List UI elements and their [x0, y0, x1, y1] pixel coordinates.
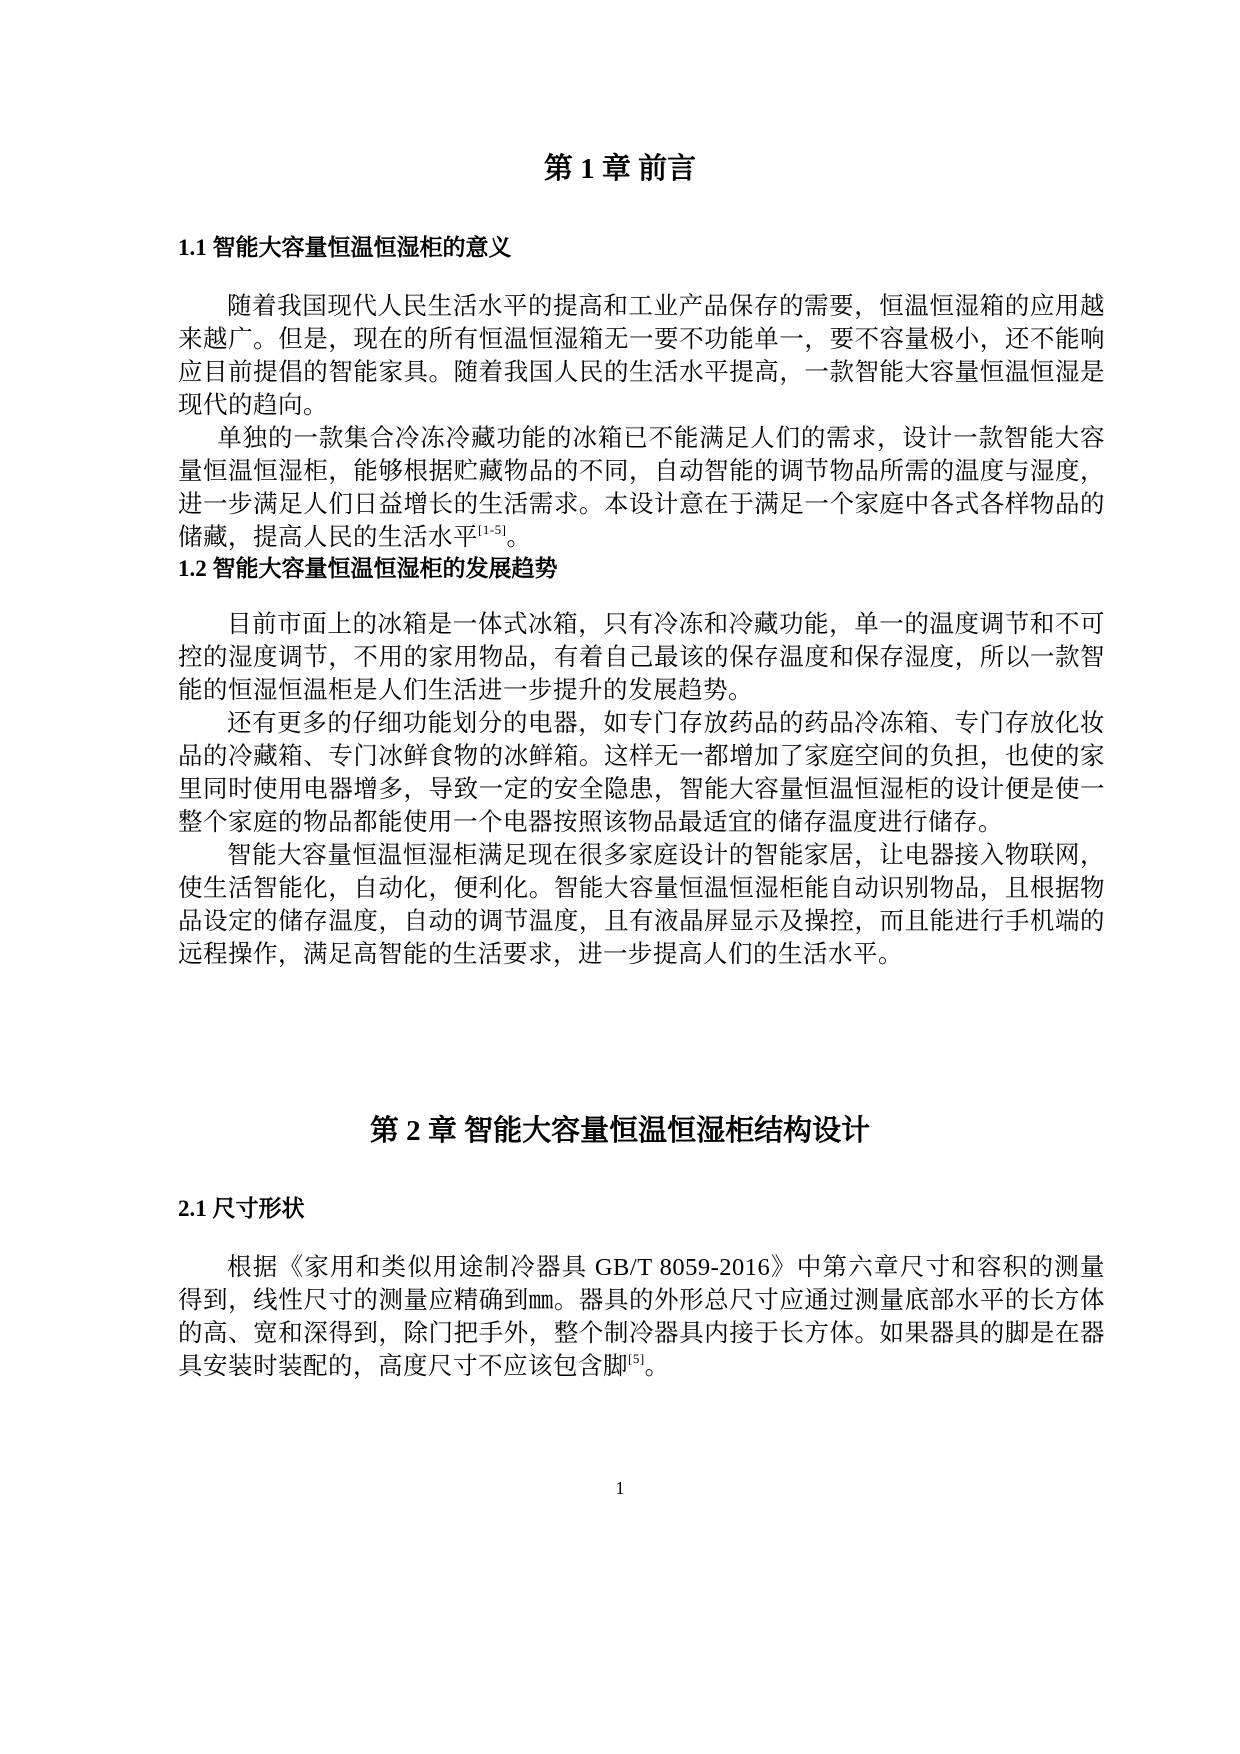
paragraph: 目前市面上的冰箱是一体式冰箱，只有冷冻和冷藏功能，单一的温度调节和不可控的湿度调节，不用的家用物品，有着自己最该的保存温度和保存湿度，所以一款智能的恒湿恒温柜是人们生活进一步提升的发展趋势。: [178, 611, 1105, 704]
paragraph-text: 单独的一款集合冷冻冷藏功能的冰箱已不能满足人们的需求，设计一款智能大容量恒温恒湿柜，能够根据贮藏物品的不同，自动智能的调节物品所需的温度与湿度，进一步满足人们日益增长的生活需求。本设计意在于满足一个家庭中各式各样物品的储藏，提高人民的生活水平: [178, 425, 1105, 551]
section-1-2-heading: 1.2 智能大容量恒温恒湿柜的发展趋势: [178, 556, 558, 581]
paragraph: 还有更多的仔细功能划分的电器，如专门存放药品的药品冷冻箱、专门存放化妆品的冷藏箱、专门冰鲜食物的冰鲜箱。这样无一都增加了家庭空间的负担，也使的家里同时使用电器增多，导致一定的安全隐患，智能大容量恒温恒湿柜的设计便是使一整个家庭的物品都能使用一个电器按照该物品最适宜的储存温度进行储存。: [178, 710, 1105, 836]
paragraph: [178, 1251, 1105, 1383]
paragraph: [178, 422, 1105, 554]
citation: [5]: [628, 1351, 645, 1366]
paragraph-end: 。: [506, 524, 532, 551]
chapter-2-title: 第 2 章 智能大容量恒温恒湿柜结构设计: [369, 1115, 871, 1147]
paragraph-text: 根据《家用和类似用途制冷器具 GB/T 8059-2016》中第六章尺寸和容积的测量得到，线性尺寸的测量应精确到㎜。器具的外形总尺寸应通过测量底部水平的长方体的高、宽和深得到，除门把手外，整个制冷器具内接于长方体。如果器具的脚是在器具安装时装配的，高度尺寸不应该包含脚: [178, 1254, 1105, 1380]
citation: [1-5]: [478, 522, 507, 537]
chapter-1-title: 第 1 章 前言: [543, 153, 697, 185]
section-1-1-body: [178, 290, 1105, 554]
section-1-1-heading: 1.1 智能大容量恒温恒湿柜的意义: [178, 235, 512, 260]
section-2-1-body: [178, 1251, 1105, 1383]
page-number: 1: [615, 1478, 625, 1498]
paragraph-end: 。: [644, 1353, 670, 1380]
paragraph: 智能大容量恒温恒湿柜满足现在很多家庭设计的智能家居，让电器接入物联网，使生活智能化，自动化，便利化。智能大容量恒温恒湿柜能自动识别物品，且根据物品设定的储存温度，自动的调节温度，且有液晶屏显示及操控，而且能进行手机端的远程操作，满足高智能的生活要求，进一步提高人们的生活水平。: [178, 842, 1105, 968]
section-2-1-heading: 2.1 尺寸形状: [178, 1196, 305, 1221]
section-1-2-body: [178, 608, 1105, 971]
paragraph: 随着我国现代人民生活水平的提高和工业产品保存的需要，恒温恒湿箱的应用越来越广。但是，现在的所有恒温恒湿箱无一要不功能单一，要不容量极小，还不能响应目前提倡的智能家具。随着我国人民的生活水平提高，一款智能大容量恒温恒湿是现代的趋向。: [178, 293, 1105, 419]
